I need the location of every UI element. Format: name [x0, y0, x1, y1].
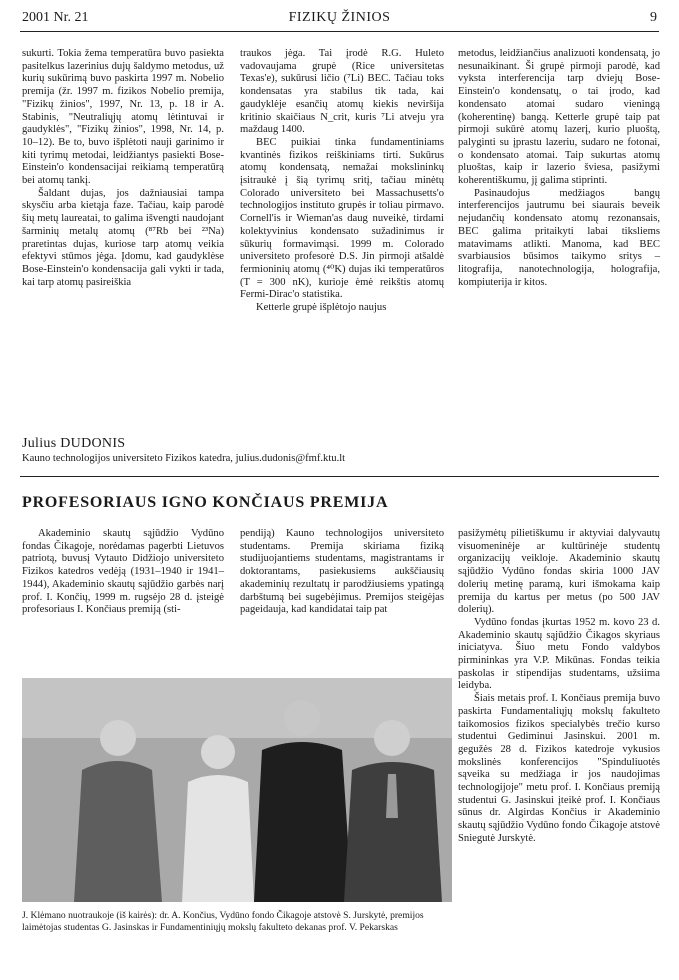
article2-column-3 [458, 528, 660, 846]
article1-col3-para-1: metodus, leidžiančius analizuoti kondensatą, jo nesunaikinant. Ši grupė pirmoji parodė, kad vyksta interferencija tarp dviejų Bose-Einstein'o kondensatų, o tai įrodo, kad kondensato atomai sudaro vieningą (koherentinę) bangą. Ketterle grupė taip pat pirmoji sukūrė atomų lazerį, kurio pluoštą, palyginti su įprastu lazeriu, sudaro ne fotonai, o kondensato atomai. Taip sukurtas atomų pluoštas, kaip ir lazerio šviesa, pasižymi koherentiškumu, jį galima stiprinti. [458, 48, 660, 187]
article1-col1-para-2: Šaldant dujas, jos dažniausiai tampa skysčiu arba kietąja faze. Tačiau, kaip parodė šių metų laureatai, to galima išvengti naudojant šarminių metalų atomų (⁸⁷Rb bei ²³Na) praretintas dujas, kuriose tarp atomų veikia efektyvi stūmos jėga. Įdomu, kad gaudyklėse Bose-Einstein'o kondensacija gali vykti ir tada, kai tarp atomų pasireiškia [22, 187, 224, 288]
article2-col1-para-1: Akademinio skautų sąjūdžio Vydūno fondas Čikagoje, norėdamas pagerbti Lietuvos patriotą, buvusį Vytauto Didžiojo universiteto Fizikos katedros vedėją (1931–1940 ir 1941–1944), Akademinio skautų sąjūdžio garbės narį prof. I. Končių, 1999 m. rugsėjo 28 d. įsteigė profesoriaus I. Končiaus premiją (sti- [22, 528, 224, 616]
article1-col2-para-3: Ketterle grupė išplėtojo naujus [256, 302, 387, 314]
article1-affiliation: Kauno technologijos universiteto Fizikos katedra, julius.dudonis@fmf.ktu.lt [22, 453, 346, 464]
header-rule [20, 31, 659, 32]
article1-column-2 [240, 48, 444, 315]
article1-column-3 [458, 48, 660, 289]
article2-column-1 [22, 528, 224, 617]
article2-col3-para-3: Šiais metais prof. I. Končiaus premija buvo paskirta Fundamentaliųjų mokslų fakulteto taikomosios fizikos specialybės trečio kurso studentui Gediminui Jasinskui. 2001 m. gegužės 28 d. Fizikos katedroje vykusios mokslinės konferencijos "Spinduliuotės sąveika su medžiaga ir jos naudojimas technologijoje" metu prof. I. Končiaus premiją studentui G. Jasinskui įteikė prof. I. Končiaus sūnus dr. Algirdas Končius ir Akademinio skautų sąjūdžio Vydūno fondo Čikagoje atstovė Sniegutė Jurskytė. [458, 693, 660, 844]
article1-author: Julius DUDONIS [22, 436, 126, 451]
article1-col1-para-1: sukurti. Tokia žema temperatūra buvo pasiekta pasitelkus lazerinius dujų šaldymo metodus, už kurių sukūrimą buvo paskirta 1997 m. Nobelio premija (žr. 1997 m. fizikos Nobelio premija, "Fizikų žinios", 1997, Nr. 13, p. 18 ir A. Stabinis, "Neutraliųjų atomų lėtintuvai ir gaudyklės", "Fizikų žinios", 1998, Nr. 14, p. 10–12). Be to, buvo išplėtoti nauji garinimo ir kiti tyrimų metodai, leidžiantys pasiekti Bose-Einstein'o kondensacijai reikiamą temperatūrą bei atomų tankį. [22, 48, 224, 187]
article2-col3-para-1: pasižymėtų pilietiškumu ir aktyviai dalyvautų visuomeninėje ar kultūrinėje studentų organizacijų veikloje. Akademinio skautų sąjūdžio Vydūno fondas skiria 1000 JAV dolerių metinę paramą, kuri išmokama kaip premija du kartus per metus (po 500 JAV dolerių). [458, 528, 660, 616]
issue-label: 2001 Nr. 21 [22, 10, 89, 25]
page-number: 9 [650, 10, 657, 25]
article1-col2-para-2: BEC puikiai tinka fundamentiniams kvantinės fizikos reiškiniams tirti. Sukūrus atomų kondensatą, nemažai mokslininkų įsitraukė į šią tyrimų sritį, tačiau minėtų Colorado universiteto bei Massachusetts'o technologijos instituto grupės ir toliau pirmavo. Cornell'is ir Wieman'as daug nuveikė, tirdami kolektyvinius kondensato sužadinimus ir sūkurių formavimąsi. 1999 m. Colorado universiteto profesorė D.S. Jin pirmoji atšaldė fermioninių atomų (⁴⁰K) dujas iki temperatūros (T = 300 nK), kurioje ėmė reikštis atomų Fermi-Dirac'o statistika. [240, 136, 444, 301]
article2-title: PROFESORIAUS IGNO KONČIAUS PREMIJA [22, 494, 389, 511]
journal-title: FIZIKŲ ŽINIOS [288, 10, 391, 25]
award-photo-illustration [22, 678, 452, 902]
page-header [22, 8, 657, 30]
article1-col3-para-2: Pasinaudojus medžiagos bangų interferencijos jautrumu bei siaurais beveik nejudančių kondensato atomų rezonansais, BEC galima pritaikyti labai tiksliems matavimams atlikti. Manoma, kad BEC svarbiausios būsimos taikymo sritys – litografija, nanotechnologija, holografija, kompiuterija ir kitos. [458, 187, 660, 288]
article2-col3-para-2: Vydūno fondas įkurtas 1952 m. kovo 23 d. Akademinio skautų sąjūdžio Čikagos skyriaus iniciatyva. Šiuo metu Fondo valdybos pirmininkas yra V.P. Mikūnas. Fondas teikia paskolas ir stipendijas studentams, užsiima leidyba. [458, 616, 660, 692]
article1-col2-para-1: traukos jėga. Tai įrodė R.G. Huleto vadovaujama grupė (Rice universitetas Texas'e), sukūrusi ličio (⁷Li) BEC. Tačiau toks kondensatas yra stabilus tik tada, kai gaudyklėje esančių atomų kiekis neviršija kritinio skaičiaus N_crit, kuris ⁷Li atveju yra maždaug 1400. [240, 48, 444, 136]
article1-column-1 [22, 48, 224, 289]
article2-column-2 [240, 528, 444, 617]
article2-col2-para-1: pendiją) Kauno technologijos universiteto studentams. Premija skiriama fiziką studijuojantiems studentams, magistrantams ir doktorantams, pasiekusiems aukščiausių akademinių rezultatų ir parodžiusiems ypatingą darbštumą bei sugebėjimus. Premijos steigėjas pageidauja, kad kandidatai taip pat [240, 528, 444, 616]
section-divider [20, 476, 659, 477]
award-photo [22, 678, 452, 902]
photo-caption: J. Klėmano nuotraukoje (iš kairės): dr. A. Končius, Vydūno fondo Čikagoje atstovė S. Jurskytė, premijos laimėtojas studentas G. Jasinskas ir Fundamentiniųjų mokslų fakulteto dekanas prof. V. Pekarskas [22, 910, 424, 933]
